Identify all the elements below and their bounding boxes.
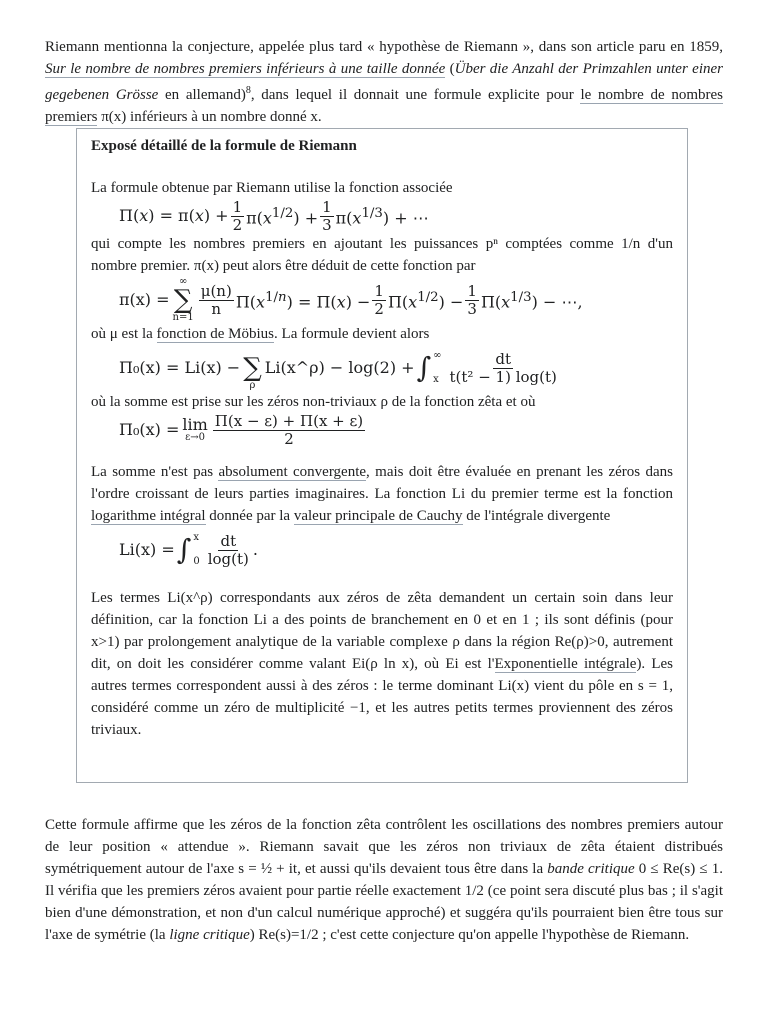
link-cauchy[interactable]: valeur principale de Cauchy	[293, 508, 463, 524]
intro-text: Riemann mentionna la conjecture, appelée plus tard « hypothèse de Riemann », dans son article paru en 1859,	[45, 39, 723, 55]
term-critical-strip: bande critique	[547, 861, 635, 877]
footnote-ref[interactable]: 8	[245, 85, 251, 96]
link-article-title[interactable]: Sur le nombre de nombres premiers inférieurs à une taille donnée	[45, 61, 446, 77]
box-line-2: qui compte les nombres premiers en ajoutant les puissances pⁿ comptées comme 1/n d'un nombre premier. π(x) peut alors être déduit de cette fonction par	[91, 236, 673, 274]
link-log-integral[interactable]: logarithme intégral	[91, 508, 206, 524]
formula-Pi: Π(x) = π(x) + $\frac{1}{2}$ $\pi(x^{1/2})$ + $\frac{1}{3}$ $\pi(x^{1/3})$ + ⋯	[119, 198, 429, 234]
formula-pi: π(x) = ∞ ∑ n=1 $\frac{\mu(n)}{n}$ $\Pi(x^{1/n}) = \Pi(x)$ − $\frac{1}{2}$ $\Pi(x^{1/2})$ − $\frac{1}{3}$ $\Pi(x^{1/3})$ − ⋯,	[119, 276, 583, 323]
german-title: Über die Anzahl der Primzahlen unter einer gegebenen Grösse	[45, 61, 723, 103]
box-line-4: où la somme est prise sur les zéros non-triviaux ρ de la fonction zêta et où	[91, 394, 536, 410]
box-line-1: La formule obtenue par Riemann utilise la fonction associée	[91, 180, 453, 196]
riemann-formula-box	[76, 128, 688, 783]
formula-Pi0: Π₀(x) = Li(x) − ∑ ρ Li(x^ρ) − log(2) + ∫ ∞ x $\frac{dt}{\text{t(t² − 1) log(t)}}$	[119, 350, 557, 391]
link-exponential-integral[interactable]: Exponentielle intégrale	[494, 656, 637, 672]
formula-Li: Li(x) = ∫ x 0 $\frac{dt}{\log(t)}$ .	[119, 532, 258, 568]
link-mobius[interactable]: fonction de Möbius	[156, 326, 275, 342]
formula-Pi0-limit: Π₀(x) = lim ε→0 $\frac{\Pi(x - \varepsilon) + \Pi(x + \varepsilon)}{2}$	[119, 412, 364, 448]
box-line-3: où μ est la fonction de Möbius. La formule devient alors	[91, 326, 430, 342]
box-paragraph-2: Les termes Li(x^ρ) correspondants aux zéros de zêta demandent un certain soin dans leur définition, car la fonction Li a des points de branchement en 0 et en 1 ; ils sont définis (pour x>1) par prolongement analytique de la variable complexe ρ dans la région Re(ρ)>0, autrement dit, on doit les considérer comme valant Ei(ρ ln x), où Ei est l'Exponentielle intégrale). Les autres termes correspondent aussi à des zéros : le terme dominant Li(x) vient du pôle en s = 1, considéré comme un zéro de multiplicité −1, et les autres petits termes proviennent des zéros triviaux.	[91, 590, 673, 738]
outro-paragraph: Cette formule affirme que les zéros de la fonction zêta contrôlent les oscillations des nombres premiers autour de leur position « attendue ». Riemann savait que les zéros non triviaux de zêta étaient distribués symétriquement autour de l'axe s = ½ + it, et aussi qu'ils devaient tous être dans la bande critique 0 ≤ Re(s) ≤ 1. Il vérifia que les premiers zéros avaient pour partie réelle exactement 1/2 (ce point sera discuté plus bas ; il s'agit bien d'une démonstration, et non d'un calcul numérique approché) et suggéra qu'ils pourraient bien être tous sur l'axe de symétrie (la ligne critique) Re(s)=1/2 ; c'est cette conjecture qu'on appelle l'hypothèse de Riemann.	[45, 817, 723, 943]
link-prime-count[interactable]: le nombre de nombres premiers	[45, 87, 723, 125]
term-critical-line: ligne critique	[169, 927, 250, 943]
box-paragraph-1: La somme n'est pas absolument convergente, mais doit être évaluée en prenant les zéros dans l'ordre croissant de leurs parties imaginaires. La fonction Li du premier terme est la fonction logarithme intégral donnée par la valeur principale de Cauchy de l'intégrale divergente	[91, 464, 673, 524]
intro-paragraph: Riemann mentionna la conjecture, appelée plus tard « hypothèse de Riemann », dans son article paru en 1859, Sur le nombre de nombres premiers inférieurs à une taille donnée (Über die Anzahl der Primzahlen unter einer gegebenen Grösse en allemand)$^8$, dans lequel il donnait une formule explicite pour le nombre de nombres premiers π(x) inférieurs à un nombre donné x.	[45, 39, 723, 125]
box-title: Exposé détaillé de la formule de Riemann	[91, 138, 357, 154]
link-absolute-convergence[interactable]: absolument convergente	[218, 464, 367, 480]
